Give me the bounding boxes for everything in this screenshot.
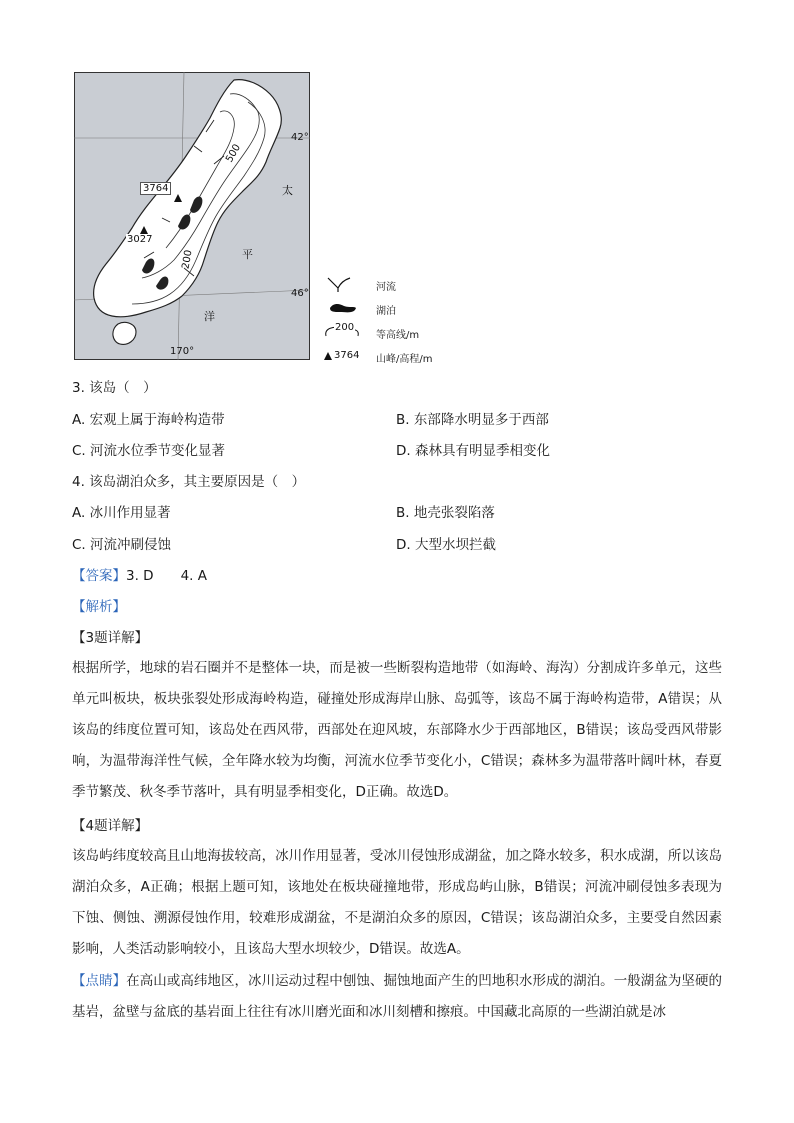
contour-label-500: 500 <box>224 142 244 165</box>
analysis-line <box>72 597 126 617</box>
legend-peak <box>322 346 472 370</box>
map-svg <box>74 72 310 360</box>
tip-paragraph <box>72 966 722 1028</box>
map-legend <box>322 274 472 370</box>
legend-contour-value: 200 <box>335 322 355 333</box>
peak-1-label: 3764 <box>140 182 171 195</box>
answer-text: 3. D 4. A <box>126 568 207 584</box>
question-3-stem: 3. 该岛（ ） <box>72 380 157 396</box>
lat-label-46: 46° <box>291 288 309 299</box>
lon-label-170: 170° <box>170 346 195 357</box>
question-4-option-c: C. 河流冲刷侵蚀 <box>72 537 172 553</box>
answer-line <box>72 566 207 586</box>
question-3-option-b: B. 东部降水明显多于西部 <box>396 412 549 428</box>
answer-tag: 【答案】 <box>72 568 126 584</box>
tip-text: 在高山或高纬地区，冰川运动过程中刨蚀、掘蚀地面产生的凹地积水形成的湖泊。一般湖盆为坚硬的基岩，盆壁与盆底的基岩面上往往有冰川磨光面和冰川刻槽和擦痕。中国藏北高原的一些湖泊就是冰 <box>72 973 723 1020</box>
ocean-char-2: 平 <box>242 248 253 261</box>
detail-4-paragraph: 该岛屿纬度较高且山地海拔较高，冰川作用显著，受冰川侵蚀形成湖盆，加之降水较多，积水成湖，所以该岛湖泊众多，A正确；根据上题可知，该地处在板块碰撞地带，形成岛屿山脉，B错误；河流冲刷侵蚀多表现为下蚀、侧蚀、溯源侵蚀作用，较难形成湖盆，不是湖泊众多的原因，C错误；该岛湖泊众多，主要受自然因素影响，人类活动影响较小，且该岛大型水坝较少，D错误。故选A。 <box>72 848 722 957</box>
tip-tag: 【点睛】 <box>72 973 127 989</box>
analysis-tag: 【解析】 <box>72 599 126 615</box>
peak-2-label: 3027 <box>127 234 153 245</box>
legend-peak-value: 3764 <box>334 350 360 361</box>
ocean-char-1: 太 <box>282 184 293 197</box>
legend-lake <box>322 298 472 322</box>
river-symbol-icon <box>322 274 362 294</box>
question-3-option-c: C. 河流水位季节变化显著 <box>72 443 226 459</box>
stewart-island-outline <box>113 322 136 344</box>
map-figure <box>74 72 310 360</box>
lake-symbol-icon <box>322 298 362 318</box>
lat-label-42: 42° <box>291 132 309 143</box>
legend-river <box>322 274 472 298</box>
detail-3-heading: 【3题详解】 <box>72 630 149 646</box>
detail-3-paragraph: 根据所学，地球的岩石圈并不是整体一块，而是被一些断裂构造地带（如海岭、海沟）分割成许多单元，这些单元叫板块，板块张裂处形成海岭构造，碰撞处形成海岸山脉、岛弧等，该岛不属于海岭构造带，A错误；从该岛的纬度位置可知，该岛处在西风带，西部处在迎风坡，东部降水少于西部地区，B错误；该岛受西风带影响，为温带海洋性气候，全年降水较为均衡，河流水位季节变化小，C错误；森林多为温带落叶阔叶林，春夏季节繁茂、秋冬季节落叶，具有明显季相变化，D正确。故选D。 <box>72 660 722 800</box>
legend-lake-label: 湖泊 <box>376 306 396 317</box>
question-4-option-a: A. 冰川作用显著 <box>72 505 171 521</box>
question-4-stem: 4. 该岛湖泊众多，其主要原因是（ ） <box>72 474 306 490</box>
legend-peak-label: 山峰/高程/m <box>376 354 433 365</box>
question-4-option-b: B. 地壳张裂陷落 <box>396 505 495 521</box>
detail-4-heading: 【4题详解】 <box>72 818 149 834</box>
ocean-char-3: 洋 <box>204 310 215 323</box>
legend-contour-label: 等高线/m <box>376 330 420 341</box>
legend-contour <box>322 322 472 346</box>
question-3-option-d: D. 森林具有明显季相变化 <box>396 443 550 459</box>
legend-river-label: 河流 <box>376 282 396 293</box>
question-3-option-a: A. 宏观上属于海岭构造带 <box>72 412 225 428</box>
contour-label-200: 200 <box>180 249 195 270</box>
question-4-option-d: D. 大型水坝拦截 <box>396 537 496 553</box>
